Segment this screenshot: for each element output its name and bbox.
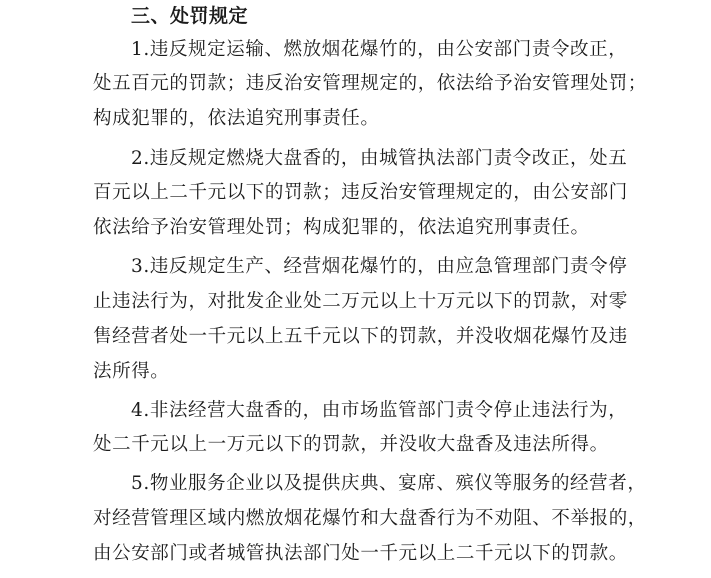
paragraph-line: 5.物业服务企业以及提供庆典、宴席、殡仪等服务的经营者， (131, 473, 647, 494)
paragraph-line: 依法给予治安管理处罚；构成犯罪的，依法追究刑事责任。 (93, 217, 590, 238)
paragraph-line: 售经营者处一千元以上五千元以下的罚款，并没收烟花爆竹及违 (93, 326, 628, 347)
paragraph-line: 3.违反规定生产、经营烟花爆竹的，由应急管理部门责令停 (131, 256, 628, 277)
paragraph-line: 构成犯罪的，依法追究刑事责任。 (93, 108, 380, 129)
paragraph-line: 对经营管理区域内燃放烟花爆竹和大盘香行为不劝阻、不举报的， (93, 508, 647, 529)
paragraph-line: 2.违反规定燃烧大盘香的，由城管执法部门责令改正，处五 (131, 148, 628, 169)
paragraph-line: 由公安部门或者城管执法部门处一千元以上二千元以下的罚款。 (93, 543, 628, 564)
paragraph-line: 法所得。 (93, 361, 170, 382)
paragraph-line: 处二千元以上一万元以下的罚款，并没收大盘香及违法所得。 (93, 434, 609, 455)
paragraph-line: 处五百元的罚款；违反治安管理规定的，依法给予治安管理处罚； (93, 73, 647, 94)
paragraph-line: 1.违反规定运输、燃放烟花爆竹的，由公安部门责令改正， (131, 39, 628, 60)
paragraph-line: 4.非法经营大盘香的，由市场监管部门责令停止违法行为， (131, 400, 628, 421)
paragraph-line: 百元以上二千元以下的罚款；违反治安管理规定的，由公安部门 (93, 182, 628, 203)
paragraph-line: 止违法行为，对批发企业处二万元以上十万元以下的罚款，对零 (93, 291, 628, 312)
section-heading: 三、处罚规定 (131, 5, 249, 27)
